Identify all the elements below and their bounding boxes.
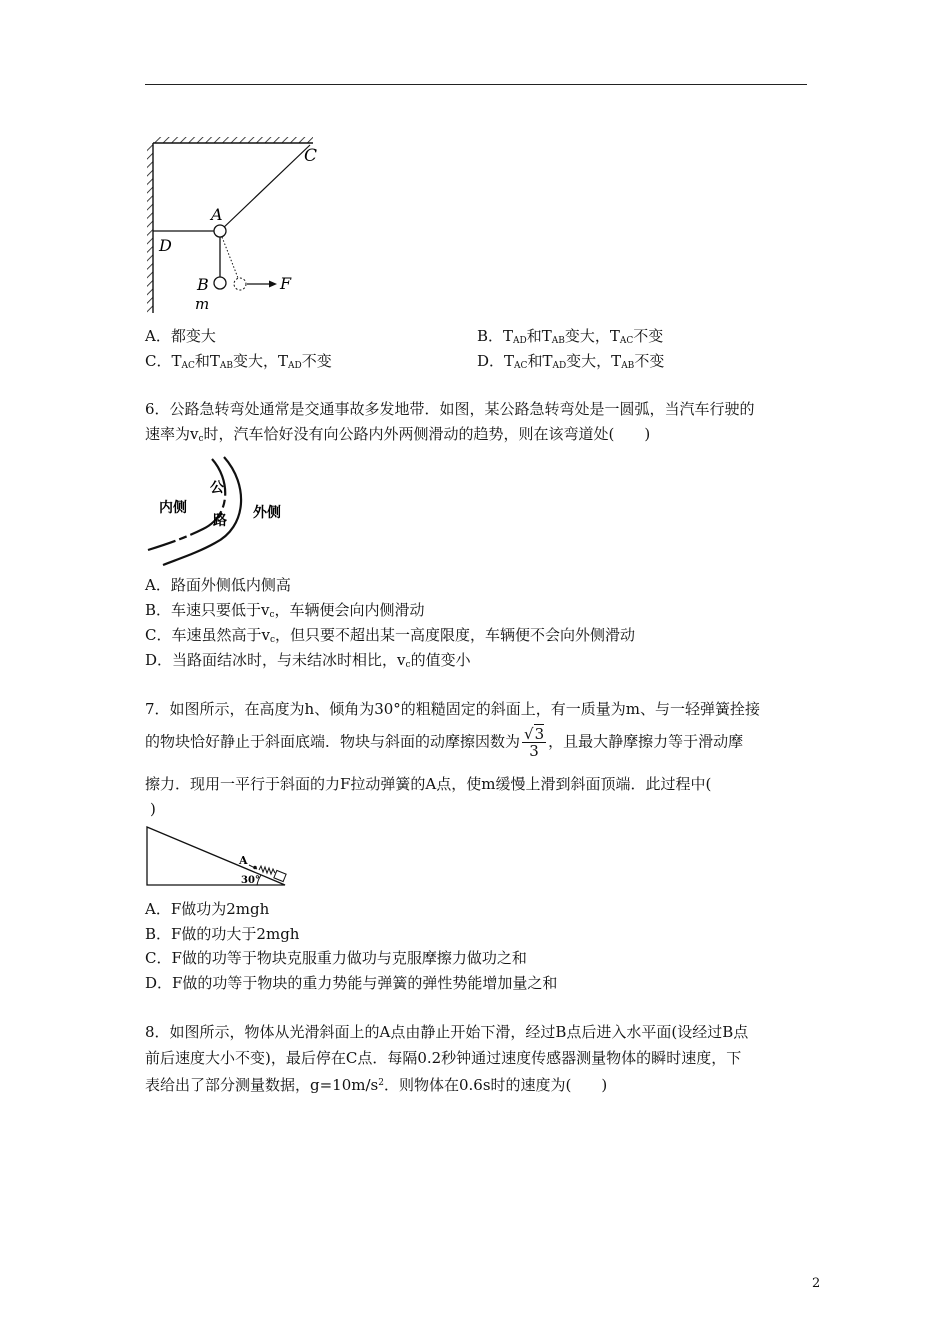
q5-option-a: A．都变大 [145, 327, 216, 345]
label-b: B [197, 275, 209, 294]
label-c: C [304, 146, 318, 166]
label-f: F [280, 274, 292, 293]
label-inner-side: 内侧 [159, 500, 187, 516]
q7-stem-line4: ) [150, 800, 156, 818]
q7-option-c: C．F做的功等于物块克服重力做功与克服摩擦力做功之和 [145, 949, 527, 967]
spring-coil [259, 866, 275, 874]
q5-option-b: B．$T_{AD}$和$T_{AB}$变大，$T_{AC}$不变 [477, 327, 664, 346]
q5-figure [145, 135, 320, 315]
header-rule [145, 84, 807, 85]
q7-option-d: D．F做的功等于物块的重力势能与弹簧的弹性势能增加量之和 [145, 974, 558, 992]
q7-stem-line1: 7．如图所示，在高度为h、倾角为30°的粗糙固定的斜面上，有一质量为m、与一轻弹簧拴接 [145, 700, 761, 718]
q5-option-d: D．$T_{AC}$和$T_{AD}$变大，$T_{AB}$不变 [477, 352, 665, 371]
point-a-dot [253, 866, 257, 870]
ball-b [214, 277, 226, 289]
ring-a [214, 225, 226, 237]
label-road-2: 路 [213, 513, 227, 529]
mu-fraction: $\frac{√3}{3}$ [524, 725, 545, 760]
block-m [274, 870, 286, 881]
label-point-a: A [239, 854, 248, 867]
q7-option-b: B．F做的功大于2mgh [145, 925, 300, 943]
label-outer-side: 外侧 [253, 505, 281, 521]
dotted-ball [234, 278, 246, 290]
q6-road-figure [145, 455, 295, 570]
q6-option-a: A．路面外侧低内侧高 [145, 576, 291, 594]
q8-stem-line3: 表给出了部分测量数据，$g=10m/s^2$．则物体在0.6s时的速度为( ) [145, 1076, 608, 1094]
label-m: m [195, 295, 210, 313]
q7-incline-figure [145, 825, 295, 890]
incline-triangle [147, 827, 285, 885]
ceiling-hatch [153, 137, 313, 143]
q6-option-c: C．车速虽然高于$v_c$，但只要不超出某一高度限度，车辆便不会向外侧滑动 [145, 626, 636, 645]
q6-stem-line2: 速率为$v_c$时，汽车恰好没有向公路内外两侧滑动的趋势，则在该弯道处( ) [145, 425, 651, 444]
q7-option-a: A．F做功为2mgh [145, 900, 270, 918]
page-number: 2 [812, 1276, 821, 1291]
q7-stem-line3: 擦力．现用一平行于斜面的力F拉动弹簧的A点，使m缓慢上滑到斜面顶端．此过程中( [145, 775, 712, 793]
label-road-1: 公 [210, 480, 224, 496]
q6-option-b: B．车速只要低于$v_c$，车辆便会向内侧滑动 [145, 601, 425, 620]
q6-option-d: D．当路面结冰时，与未结冰时相比，$v_c$的值变小 [145, 651, 471, 670]
q8-stem-line2: 前后速度大小不变)，最后停在C点．每隔0.2秒钟通过速度传感器测量物体的瞬时速度，下 [145, 1049, 742, 1067]
q7-stem-line2: 的物块恰好静止于斜面底端．物块与斜面的动摩擦因数为 $\frac{√3}{3}$ ，且最大静摩擦力等于滑动摩 [145, 725, 744, 760]
wall-hatch [147, 143, 153, 313]
rope-ac [220, 145, 310, 231]
dotted-rope [222, 237, 238, 278]
q8-stem-line1: 8．如图所示，物体从光滑斜面上的A点由静止开始下滑，经过B点后进入水平面(设经过B点 [145, 1023, 749, 1041]
label-a: A [211, 205, 223, 224]
label-angle: 30° [241, 875, 260, 886]
q6-stem-line1: 6．公路急转弯处通常是交通事故多发地带．如图，某公路急转弯处是一圆弧，当汽车行驶的 [145, 400, 755, 418]
q5-option-c: C．$T_{AC}$和$T_{AB}$变大，$T_{AD}$不变 [145, 352, 332, 371]
label-d: D [159, 236, 172, 255]
